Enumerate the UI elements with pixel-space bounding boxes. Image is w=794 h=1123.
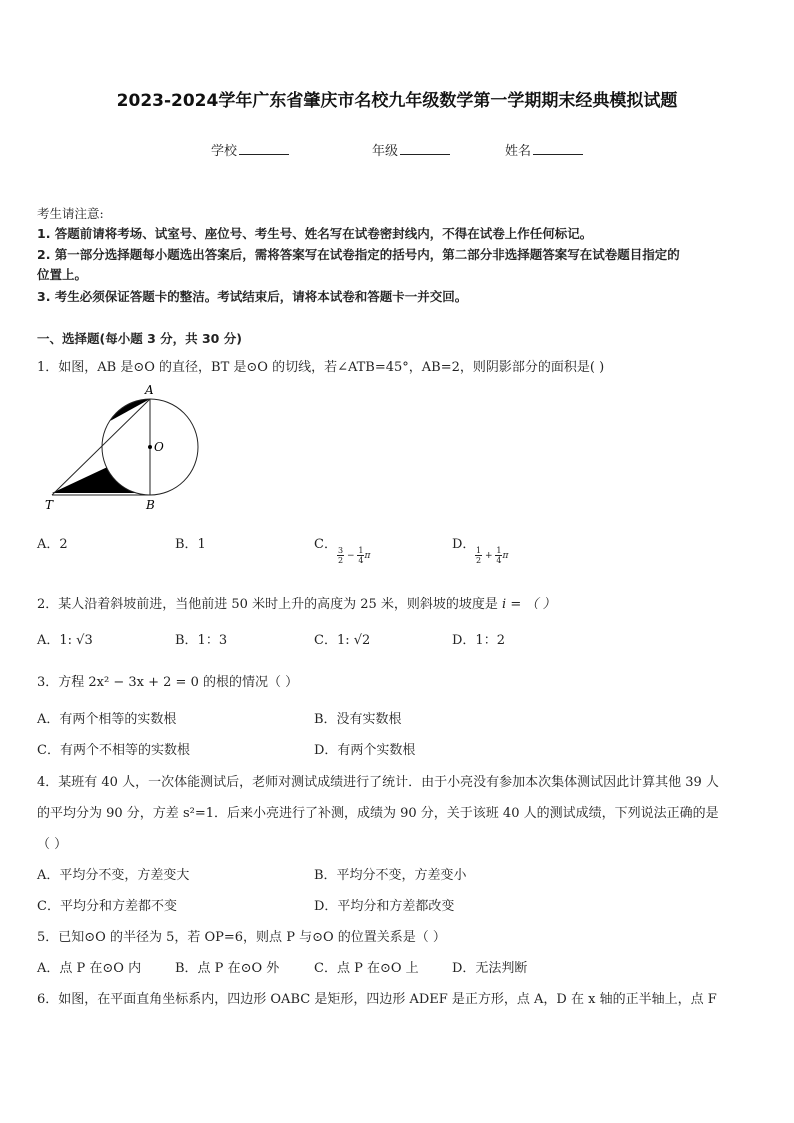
q5-option-a[interactable]: A．点 P 在⊙O 内 xyxy=(37,961,142,976)
notice-item-2: 2. 第一部分选择题每小题选出答案后，需将答案写在试卷指定的括号内，第二部分非选择题答案写在试卷题目指定的 xyxy=(37,247,680,262)
q4-option-a[interactable]: A．平均分不变，方差变大 xyxy=(37,868,190,883)
label-t: T xyxy=(45,498,54,512)
label-o: O xyxy=(154,440,164,454)
notice-item-1: 1. 答题前请将考场、试室号、座位号、考生号、姓名写在试卷密封线内，不得在试卷上作任何标记。 xyxy=(37,226,593,241)
q4-option-d[interactable]: D．平均分和方差都改变 xyxy=(314,899,455,914)
school-label: 学校 xyxy=(211,144,238,159)
d-frac1-den: 2 xyxy=(476,556,482,565)
q4-option-b[interactable]: B．平均分不变，方差变小 xyxy=(314,868,467,883)
q5-option-d[interactable]: D．无法判断 xyxy=(452,961,528,976)
q1-option-c-expr xyxy=(337,546,370,565)
q1-option-d-expr xyxy=(475,546,508,565)
q2-option-b[interactable]: B．1：3 xyxy=(175,633,228,648)
label-a: A xyxy=(145,383,154,397)
d-frac2-num: 1 xyxy=(496,546,502,555)
q4-option-c[interactable]: C．平均分和方差都不变 xyxy=(37,899,177,914)
school-blank[interactable] xyxy=(239,142,289,155)
question-2-tail: i = （ ） xyxy=(502,597,556,612)
d-op: + xyxy=(484,551,493,561)
notice-item-3: 3. 考生必须保证答题卡的整洁。考试结束后，请将本试卷和答题卡一并交回。 xyxy=(37,289,468,304)
q1-option-b[interactable]: B．1 xyxy=(175,537,206,552)
question-2-body: 2．某人沿着斜坡前进，当他前进 50 米时上升的高度为 25 米，则斜坡的坡度是 xyxy=(37,597,498,612)
q1-option-a[interactable]: A．2 xyxy=(37,537,68,552)
name-label: 姓名 xyxy=(505,144,532,159)
question-3-text: 3．方程 2x² − 3x + 2 = 0 的根的情况（ ） xyxy=(37,675,299,690)
c-frac2-num: 1 xyxy=(358,546,364,555)
question-4-line-3: （ ） xyxy=(37,837,68,852)
q5-option-b[interactable]: B．点 P 在⊙O 外 xyxy=(175,961,280,976)
q1-option-c[interactable] xyxy=(314,533,337,552)
d-pi: π xyxy=(502,551,509,561)
label-b: B xyxy=(146,498,155,512)
question-5-text: 5．已知⊙O 的半径为 5，若 OP=6，则点 P 与⊙O 的位置关系是（ ） xyxy=(37,930,446,945)
notice-heading: 考生请注意: xyxy=(37,206,104,221)
page-title: 2023-2024学年广东省肇庆市名校九年级数学第一学期期末经典模拟试题 xyxy=(116,91,678,111)
notice-item-2-cont: 位置上。 xyxy=(37,267,88,282)
c-pi: π xyxy=(364,551,371,561)
c-frac1-num: 3 xyxy=(338,546,344,555)
q3-option-d[interactable]: D．有两个实数根 xyxy=(314,743,416,758)
question-6-text: 6．如图，在平面直角坐标系内，四边形 OABC 是矩形，四边形 ADEF 是正方形，点 A，D 在 x 轴的正半轴上，点 F xyxy=(37,992,717,1007)
q2-option-c[interactable]: C．1: √2 xyxy=(314,633,371,648)
name-blank[interactable] xyxy=(533,142,583,155)
q3-option-a[interactable]: A．有两个相等的实数根 xyxy=(37,712,177,727)
q3-option-b[interactable]: B．没有实数根 xyxy=(314,712,402,727)
q5-option-c[interactable]: C．点 P 在⊙O 上 xyxy=(314,961,419,976)
q3-option-c[interactable]: C．有两个不相等的实数根 xyxy=(37,743,190,758)
question-1-text: 1．如图，AB 是⊙O 的直径，BT 是⊙O 的切线，若∠ATB=45°，AB=2，则阴影部分的面积是( ) xyxy=(37,360,605,375)
name-field xyxy=(505,140,583,159)
d-frac1-num: 1 xyxy=(476,546,482,555)
c-op: − xyxy=(346,551,355,561)
school-field xyxy=(211,140,289,159)
grade-label: 年级 xyxy=(372,144,399,159)
d-frac2-den: 4 xyxy=(496,556,502,565)
q2-option-d[interactable]: D．1：2 xyxy=(452,633,505,648)
grade-field xyxy=(372,140,450,159)
question-1-figure xyxy=(40,380,210,515)
grade-blank[interactable] xyxy=(400,142,450,155)
q1-option-c-label: C． xyxy=(314,537,337,552)
q1-option-d[interactable] xyxy=(452,533,475,552)
question-2-text xyxy=(37,593,555,612)
section-heading: 一、选择题(每小题 3 分，共 30 分) xyxy=(37,331,242,346)
c-frac1-den: 2 xyxy=(338,556,344,565)
q2-option-a[interactable]: A．1: √3 xyxy=(37,633,93,648)
center-point xyxy=(148,445,152,449)
question-4-line-2: 的平均分为 90 分，方差 s²=1．后来小亮进行了补测，成绩为 90 分，关于该班 40 人的测试成绩，下列说法正确的是 xyxy=(37,806,719,821)
question-4-line-1: 4．某班有 40 人，一次体能测试后，老师对测试成绩进行了统计．由于小亮没有参加本次集体测试因此计算其他 39 人 xyxy=(37,775,719,790)
q1-option-d-label: D． xyxy=(452,537,476,552)
c-frac2-den: 4 xyxy=(358,556,364,565)
